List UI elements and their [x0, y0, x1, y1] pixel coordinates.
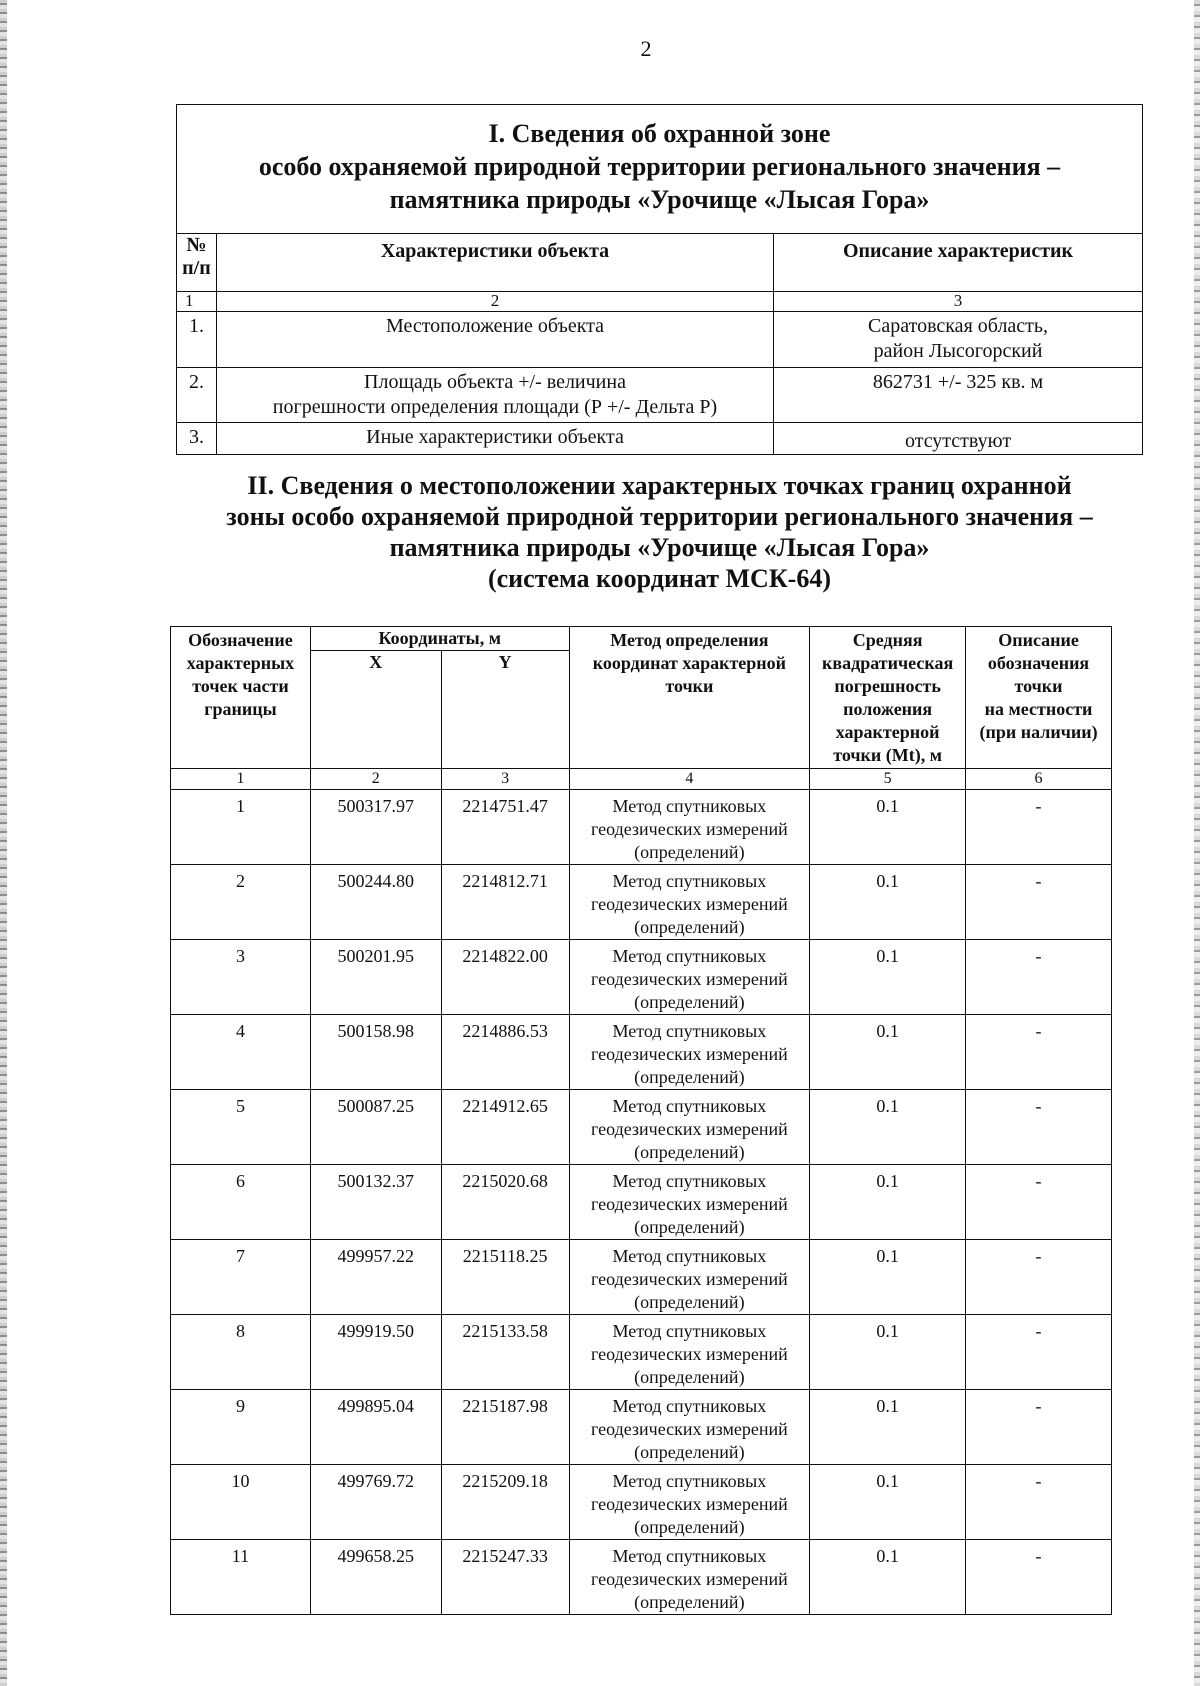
point-description: [966, 1540, 1112, 1615]
method-line3: (определений): [634, 1517, 745, 1537]
coord-y: [441, 1165, 569, 1240]
method-line1: Метод спутниковых: [612, 1096, 767, 1116]
cell-y: 2215020.68: [462, 1171, 548, 1191]
table-row: [177, 312, 1143, 368]
cell-desc: -: [1035, 1021, 1042, 1041]
coord-y: [441, 1240, 569, 1315]
row-value: [774, 423, 1143, 455]
cell-x: 500087.25: [337, 1096, 415, 1116]
cell-point: 10: [231, 1471, 250, 1491]
cell-y: 2215133.58: [462, 1321, 548, 1341]
cell-y: 2215247.33: [462, 1546, 548, 1566]
table-row: [171, 1540, 1112, 1615]
header-description: [966, 627, 1112, 769]
col-number: 4: [569, 769, 810, 790]
mean-error: [810, 1315, 966, 1390]
header-num-line1: №: [186, 234, 207, 256]
header-desc-line3: точки: [1014, 676, 1063, 696]
header-method-line1: Метод определения: [610, 630, 769, 650]
cell-y: 2215118.25: [462, 1246, 548, 1266]
method-line3: (определений): [634, 992, 745, 1012]
col-number: 3: [774, 292, 1143, 312]
method: [569, 1015, 810, 1090]
row-name: [216, 312, 773, 368]
section1-title: [177, 105, 1143, 234]
method-line2: геодезических измерений: [590, 1494, 788, 1514]
cell-y: 2215187.98: [462, 1396, 548, 1416]
method-line2: геодезических измерений: [590, 1419, 788, 1439]
cell-point: 3: [235, 946, 245, 966]
table-row: [171, 790, 1112, 865]
section2-title-line1: II. Сведения о местоположении характерных точках границ охранной: [247, 471, 1072, 500]
row-number: 2.: [177, 368, 217, 423]
coord-y: [441, 940, 569, 1015]
mean-error: [810, 1540, 966, 1615]
row-value-line1: Саратовская область,: [868, 315, 1049, 337]
coord-x: [310, 1540, 441, 1615]
cell-point: 6: [235, 1171, 245, 1191]
point-id: [171, 865, 311, 940]
method-line1: Метод спутниковых: [612, 1546, 767, 1566]
cell-y: 2214886.53: [462, 1021, 548, 1041]
col-number: 1: [171, 769, 311, 790]
coord-x: [310, 1090, 441, 1165]
cell-desc: -: [1035, 946, 1042, 966]
method: [569, 1540, 810, 1615]
point-id: [171, 1240, 311, 1315]
header-desc-line2: обозначения: [987, 653, 1090, 673]
header-characteristics: Характеристики объекта: [216, 234, 773, 292]
coord-y: [441, 1090, 569, 1165]
coord-x: [310, 1390, 441, 1465]
header-desc-line4: на местности: [984, 699, 1093, 719]
cell-point: 4: [235, 1021, 245, 1041]
row-value-line1: 862731 +/- 325 кв. м: [872, 371, 1044, 393]
coord-x: [310, 1315, 441, 1390]
header-method: [569, 627, 810, 769]
table-row: [171, 1015, 1112, 1090]
header-error-line2: квадратическая: [822, 653, 954, 673]
method-line1: Метод спутниковых: [612, 1171, 767, 1191]
header-method-line2: координат характерной: [592, 653, 787, 673]
method-line1: Метод спутниковых: [612, 1471, 767, 1491]
cell-y: 2214822.00: [462, 946, 548, 966]
header-x: X: [310, 651, 441, 769]
cell-x: 500132.37: [337, 1171, 415, 1191]
cell-x: 500201.95: [337, 946, 415, 966]
row-value: [774, 368, 1143, 423]
coord-x: [310, 1240, 441, 1315]
table-row: [177, 368, 1143, 423]
header-error-line1: Средняя: [852, 630, 923, 650]
method-line2: геодезических измерений: [590, 1344, 788, 1364]
coord-x: [310, 940, 441, 1015]
coord-y: [441, 790, 569, 865]
cell-point: 5: [235, 1096, 245, 1116]
cell-mt: 0.1: [876, 1471, 899, 1491]
scan-edge-left: [0, 0, 7, 1686]
coordinates-header-row: [171, 627, 1112, 651]
cell-point: 8: [235, 1321, 245, 1341]
cell-mt: 0.1: [876, 1321, 899, 1341]
cell-point: 2: [235, 871, 245, 891]
mean-error: [810, 1390, 966, 1465]
section1-header-row: [177, 234, 1143, 292]
cell-point: 7: [235, 1246, 245, 1266]
method-line2: геодезических измерений: [590, 969, 788, 989]
header-error-line5: характерной: [835, 722, 940, 742]
cell-desc: -: [1035, 1096, 1042, 1116]
header-y: Y: [441, 651, 569, 769]
table-row: [171, 1165, 1112, 1240]
header-point-line2: характерных: [186, 653, 295, 673]
cell-x: 500244.80: [337, 871, 415, 891]
row-name-line2: погрешности определения площади (Р +/- Дельта Р): [272, 396, 718, 418]
cell-y: 2214912.65: [462, 1096, 548, 1116]
point-description: [966, 1015, 1112, 1090]
method: [569, 1090, 810, 1165]
section2-title: [176, 470, 1143, 594]
header-point: [171, 627, 311, 769]
cell-x: 499658.25: [337, 1546, 415, 1566]
row-name: [216, 368, 773, 423]
method-line3: (определений): [634, 842, 745, 862]
point-id: [171, 1015, 311, 1090]
cell-mt: 0.1: [876, 1021, 899, 1041]
header-error-line3: погрешность: [834, 676, 941, 696]
method-line3: (определений): [634, 1067, 745, 1087]
coord-x: [310, 1015, 441, 1090]
header-desc-line5: (при наличии): [979, 722, 1098, 742]
coordinates-table: [170, 626, 1112, 1615]
cell-desc: -: [1035, 1171, 1042, 1191]
cell-desc: -: [1035, 1246, 1042, 1266]
row-name-line1: Иные характеристики объекта: [366, 426, 624, 448]
cell-x: 500317.97: [337, 796, 415, 816]
cell-y: 2214751.47: [462, 796, 548, 816]
method: [569, 940, 810, 1015]
mean-error: [810, 1240, 966, 1315]
mean-error: [810, 865, 966, 940]
method-line3: (определений): [634, 1142, 745, 1162]
cell-point: 11: [231, 1546, 250, 1566]
cell-mt: 0.1: [876, 1396, 899, 1416]
coord-x: [310, 1465, 441, 1540]
coord-y: [441, 1465, 569, 1540]
cell-desc: -: [1035, 1546, 1042, 1566]
mean-error: [810, 1165, 966, 1240]
method-line3: (определений): [634, 917, 745, 937]
point-id: [171, 1090, 311, 1165]
method-line3: (определений): [634, 1442, 745, 1462]
section2-title-line4: (система координат МСК-64): [487, 564, 831, 593]
method-line2: геодезических измерений: [590, 1569, 788, 1589]
method-line2: геодезических измерений: [590, 894, 788, 914]
coord-y: [441, 1015, 569, 1090]
point-description: [966, 1315, 1112, 1390]
table-row: [171, 1465, 1112, 1540]
cell-desc: -: [1035, 1321, 1042, 1341]
coord-y: [441, 1390, 569, 1465]
scan-edge-right: [1194, 0, 1200, 1686]
header-coords: Координаты, м: [310, 627, 569, 651]
header-num-line2: п/п: [182, 257, 211, 279]
method-line1: Метод спутниковых: [612, 871, 767, 891]
point-id: [171, 1165, 311, 1240]
point-description: [966, 940, 1112, 1015]
row-number: 1.: [177, 312, 217, 368]
section2-title-line2: зоны особо охраняемой природной территории регионального значения –: [226, 502, 1093, 531]
section1-title-line2: особо охраняемой природной территории регионального значения –: [258, 152, 1061, 181]
point-description: [966, 1165, 1112, 1240]
method-line1: Метод спутниковых: [612, 1021, 767, 1041]
point-description: [966, 790, 1112, 865]
table-row: [171, 1315, 1112, 1390]
col-number: 6: [966, 769, 1112, 790]
point-id: [171, 1465, 311, 1540]
col-number: 2: [216, 292, 773, 312]
header-method-line3: точки: [665, 676, 714, 696]
method: [569, 1165, 810, 1240]
method: [569, 1465, 810, 1540]
cell-desc: -: [1035, 796, 1042, 816]
col-number: 3: [441, 769, 569, 790]
header-desc-line1: Описание: [998, 630, 1079, 650]
table-row: [171, 940, 1112, 1015]
row-name: [216, 423, 773, 455]
table-row: [171, 1240, 1112, 1315]
cell-point: 1: [235, 796, 245, 816]
table-row: [177, 423, 1143, 455]
method-line1: Метод спутниковых: [612, 1246, 767, 1266]
row-name-line1: Площадь объекта +/- величина: [364, 371, 626, 393]
method-line3: (определений): [634, 1292, 745, 1312]
method: [569, 1240, 810, 1315]
col-number: 2: [310, 769, 441, 790]
table-row: [171, 865, 1112, 940]
mean-error: [810, 1015, 966, 1090]
table-row: [171, 1090, 1112, 1165]
cell-desc: -: [1035, 1471, 1042, 1491]
row-value: [774, 312, 1143, 368]
cell-mt: 0.1: [876, 796, 899, 816]
cell-mt: 0.1: [876, 946, 899, 966]
cell-y: 2215209.18: [462, 1471, 548, 1491]
mean-error: [810, 940, 966, 1015]
method-line1: Метод спутниковых: [612, 796, 767, 816]
cell-desc: -: [1035, 871, 1042, 891]
cell-x: 499769.72: [337, 1471, 415, 1491]
method-line3: (определений): [634, 1367, 745, 1387]
coord-x: [310, 1165, 441, 1240]
method-line2: геодезических измерений: [590, 819, 788, 839]
object-info-table: [176, 104, 1143, 455]
cell-y: 2214812.71: [462, 871, 548, 891]
cell-x: 499919.50: [337, 1321, 415, 1341]
coord-x: [310, 865, 441, 940]
header-point-line1: Обозначение: [188, 630, 293, 650]
row-number: 3.: [177, 423, 217, 455]
method-line2: геодезических измерений: [590, 1119, 788, 1139]
point-description: [966, 865, 1112, 940]
cell-mt: 0.1: [876, 1171, 899, 1191]
method: [569, 1390, 810, 1465]
header-error-line6: точки (Mt), м: [833, 745, 943, 765]
header-point-line4: границы: [204, 699, 277, 719]
row-value-line1: отсутствуют: [904, 430, 1012, 452]
row-name-line1: Местоположение объекта: [385, 315, 605, 337]
page-number: 2: [640, 36, 652, 61]
table-row: [171, 1390, 1112, 1465]
point-description: [966, 1390, 1112, 1465]
col-number: 1: [177, 292, 217, 312]
coordinates-column-numbers: [171, 769, 1112, 790]
coordinates-body: [171, 790, 1112, 1615]
point-description: [966, 1090, 1112, 1165]
row-value-line2: район Лысогорский: [873, 340, 1043, 362]
header-error: [810, 627, 966, 769]
mean-error: [810, 790, 966, 865]
mean-error: [810, 1090, 966, 1165]
method: [569, 790, 810, 865]
header-num: [177, 234, 217, 292]
header-point-line3: точек части: [192, 676, 289, 696]
mean-error: [810, 1465, 966, 1540]
cell-x: 500158.98: [337, 1021, 415, 1041]
coord-y: [441, 865, 569, 940]
cell-mt: 0.1: [876, 1246, 899, 1266]
point-id: [171, 790, 311, 865]
point-id: [171, 940, 311, 1015]
coord-x: [310, 790, 441, 865]
method-line2: геодезических измерений: [590, 1044, 788, 1064]
method-line2: геодезических измерений: [590, 1269, 788, 1289]
cell-mt: 0.1: [876, 1096, 899, 1116]
method-line3: (определений): [634, 1592, 745, 1612]
point-id: [171, 1540, 311, 1615]
point-id: [171, 1390, 311, 1465]
point-description: [966, 1465, 1112, 1540]
method: [569, 865, 810, 940]
header-description: Описание характеристик: [774, 234, 1143, 292]
method-line1: Метод спутниковых: [612, 1321, 767, 1341]
point-id: [171, 1315, 311, 1390]
section1-title-line1: I. Сведения об охранной зоне: [488, 119, 831, 148]
cell-desc: -: [1035, 1396, 1042, 1416]
cell-x: 499957.22: [337, 1246, 415, 1266]
method-line1: Метод спутниковых: [612, 1396, 767, 1416]
col-number: 5: [810, 769, 966, 790]
cell-point: 9: [235, 1396, 245, 1416]
method: [569, 1315, 810, 1390]
point-description: [966, 1240, 1112, 1315]
section1-title-line3: памятника природы «Урочище «Лысая Гора»: [389, 185, 930, 214]
cell-mt: 0.1: [876, 871, 899, 891]
method-line3: (определений): [634, 1217, 745, 1237]
coord-y: [441, 1315, 569, 1390]
method-line2: геодезических измерений: [590, 1194, 788, 1214]
header-error-line4: положения: [843, 699, 933, 719]
section2-title-line3: памятника природы «Урочище «Лысая Гора»: [389, 533, 930, 562]
cell-x: 499895.04: [337, 1396, 415, 1416]
cell-mt: 0.1: [876, 1546, 899, 1566]
method-line1: Метод спутниковых: [612, 946, 767, 966]
section1-column-numbers: [177, 292, 1143, 312]
coord-y: [441, 1540, 569, 1615]
